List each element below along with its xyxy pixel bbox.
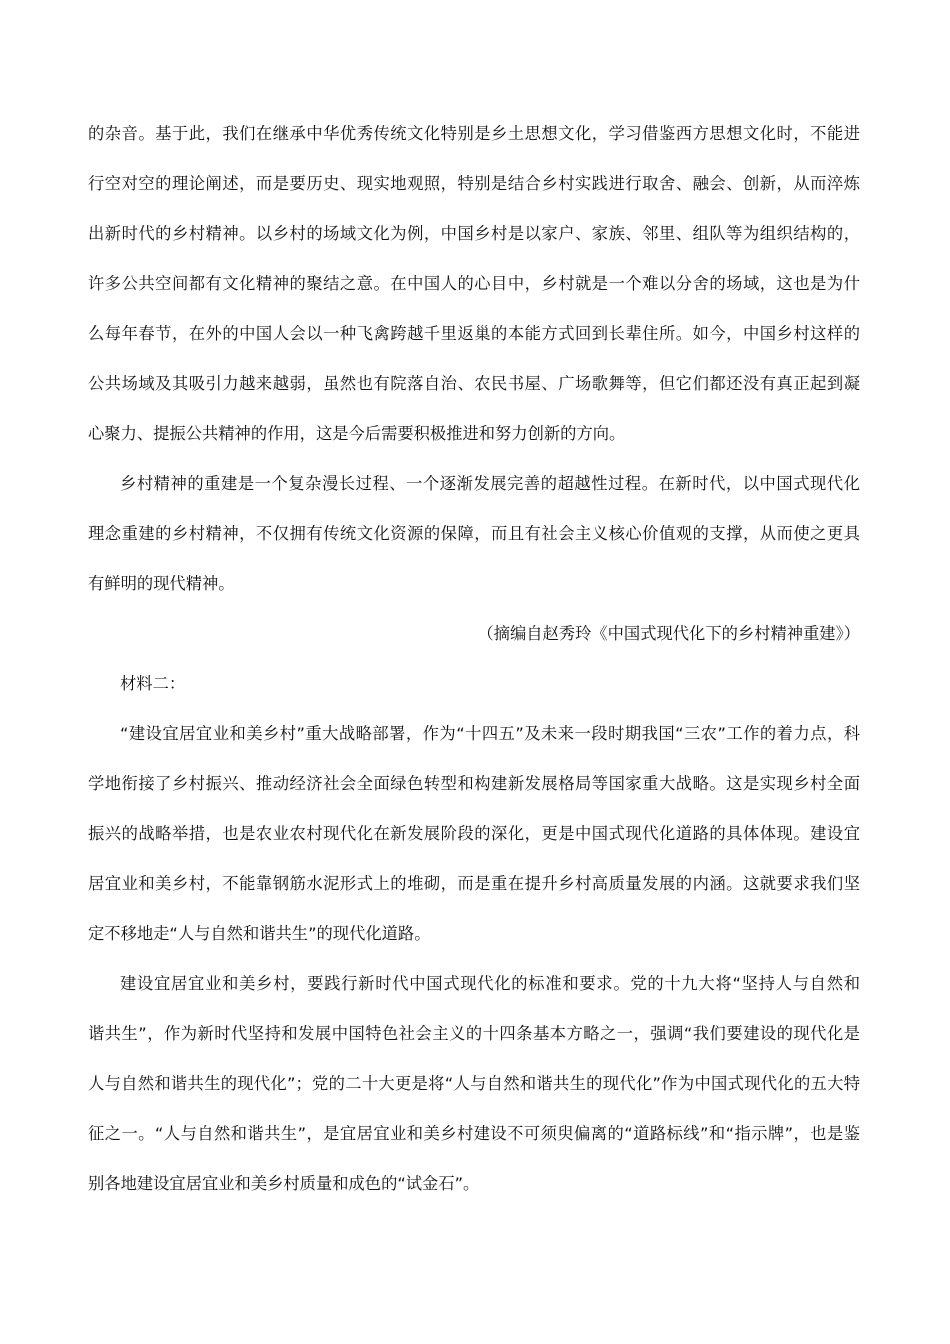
text-line: 出新时代的乡村精神。以乡村的场域文化为例，中国乡村是以家户、家族、邻里、组队等为组织结构的， <box>88 224 860 243</box>
text-line: 的杂音。基于此，我们在继承中华优秀传统文化特别是乡土思想文化，学习借鉴西方思想文化时，不能进 <box>88 124 860 143</box>
text-line: 谐共生”，作为新时代坚持和发展中国特色社会主义的十四条基本方略之一，强调“我们要建设的现代化是 <box>88 1024 860 1043</box>
text-line: 居宜业和美乡村，不能靠钢筋水泥形式上的堆砌，而是重在提升乡村高质量发展的内涵。这就要求我们坚 <box>88 874 860 893</box>
text-line: 学地衔接了乡村振兴、推动经济社会全面绿色转型和构建新发展格局等国家重大战略。这是实现乡村全面 <box>88 774 860 793</box>
text-line: 征之一。“人与自然和谐共生”，是宜居宜业和美乡村建设不可须臾偏离的“道路标线”和“指示牌”，也是鉴 <box>88 1124 860 1143</box>
text-line: 心聚力、提振公共精神的作用，这是今后需要积极推进和努力创新的方向。 <box>88 424 626 443</box>
text-line: “建设宜居宜业和美乡村”重大战略部署，作为“十四五”及未来一段时期我国“三农”工作的着力点，科 <box>120 724 860 743</box>
text-line: 许多公共空间都有文化精神的聚结之意。在中国人的心目中，乡村就是一个难以分舍的场域，这也是为什 <box>88 274 860 293</box>
text-line: 么每年春节，在外的中国人会以一种飞禽跨越千里返巢的本能方式回到长辈住所。如今，中国乡村这样的 <box>88 324 860 343</box>
text-line: 建设宜居宜业和美乡村，要践行新时代中国式现代化的标准和要求。党的十九大将“坚持人与自然和 <box>120 974 860 993</box>
text-line: 乡村精神的重建是一个复杂漫长过程、一个逐渐发展完善的超越性过程。在新时代，以中国式现代化 <box>120 474 860 493</box>
text-line: 理念重建的乡村精神，不仅拥有传统文化资源的保障，而且有社会主义核心价值观的支撑，从而使之更具 <box>88 524 860 543</box>
text-line: 别各地建设宜居宜业和美乡村质量和成色的“试金石”。 <box>88 1174 480 1193</box>
text-line: 人与自然和谐共生的现代化”；党的二十大更是将“人与自然和谐共生的现代化”作为中国式现代化的五大特 <box>88 1074 860 1093</box>
text-line: 公共场域及其吸引力越来越弱，虽然也有院落自治、农民书屋、广场歌舞等，但它们都还没有真正起到凝 <box>88 374 860 393</box>
source-citation: （摘编自赵秀玲《中国式现代化下的乡村精神重建》） <box>477 624 860 643</box>
text-line: 有鲜明的现代精神。 <box>88 574 235 593</box>
text-line: 振兴的战略举措，也是农业农村现代化在新发展阶段的深化，更是中国式现代化道路的具体体现。建设宜 <box>88 824 860 843</box>
text-line: 定不移地走“人与自然和谐共生”的现代化道路。 <box>88 924 431 943</box>
material-label: 材料二： <box>120 674 186 693</box>
text-line: 行空对空的理论阐述，而是要历史、现实地观照，特别是结合乡村实践进行取舍、融会、创新，从而淬炼 <box>88 174 860 193</box>
